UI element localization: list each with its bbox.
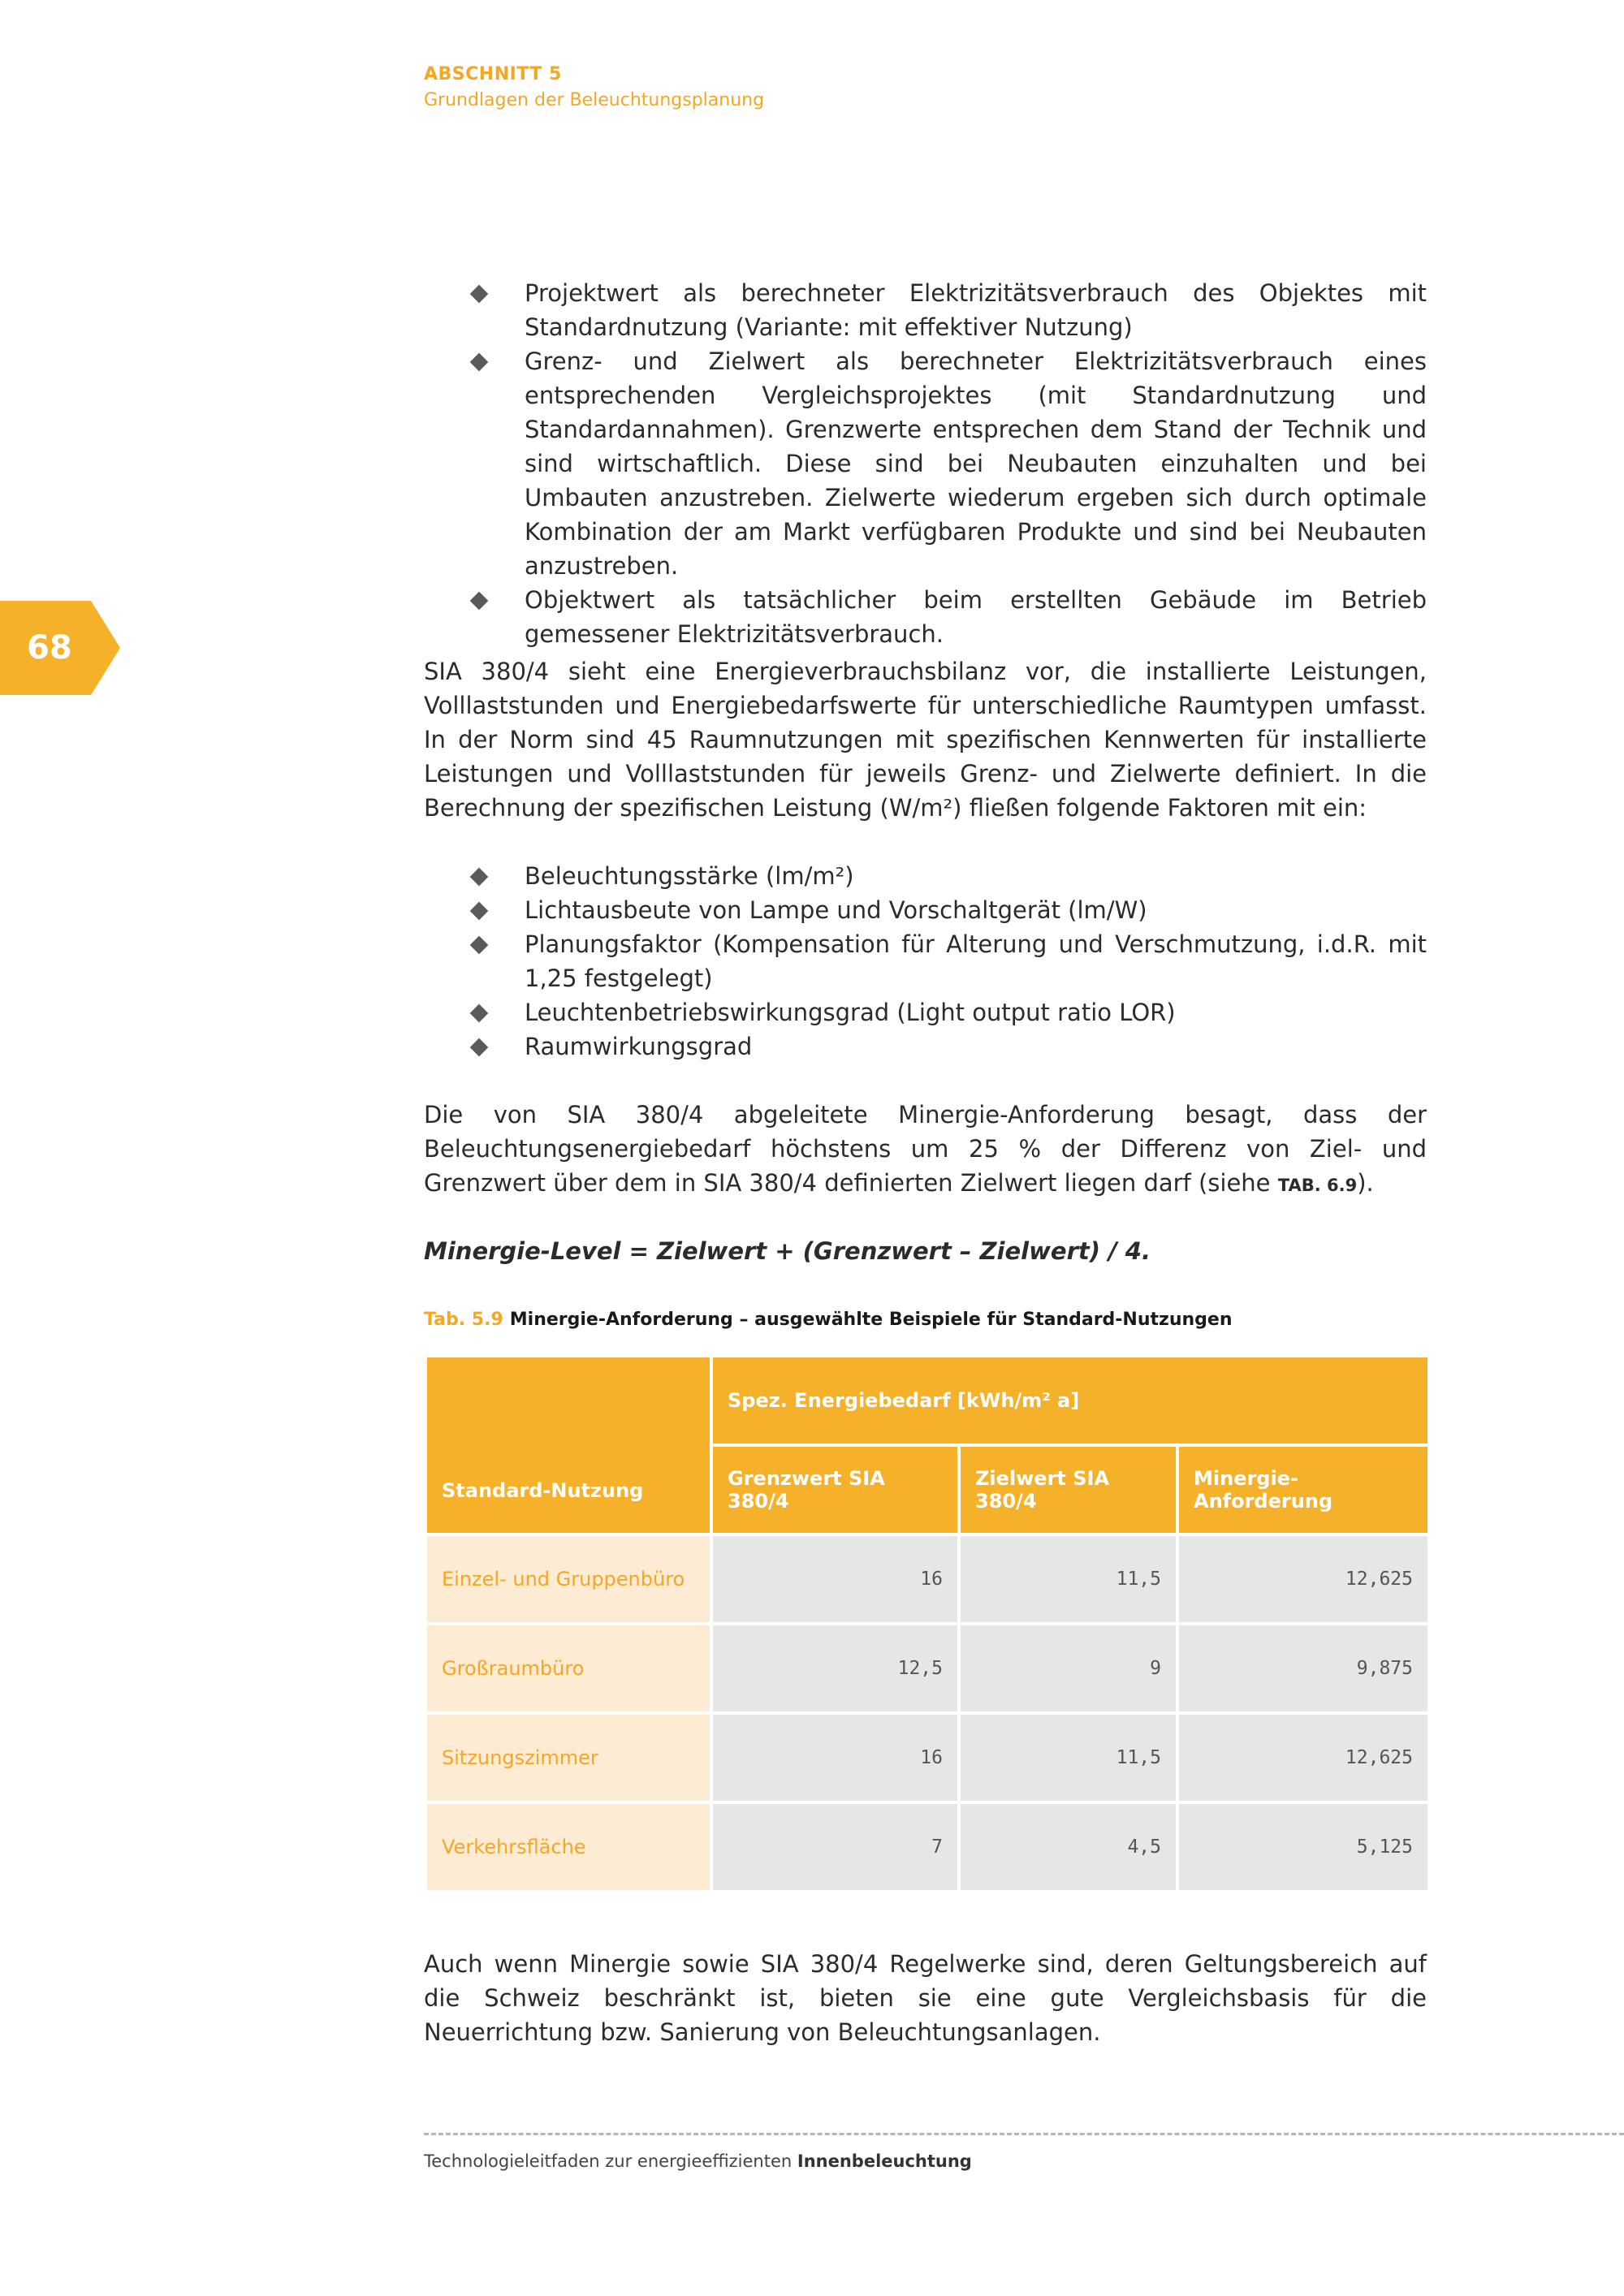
list-item: Planungsfaktor (Kompensation für Alterung und Verschmutzung, i.d.R. mit 1,25 festgelegt) bbox=[424, 927, 1427, 995]
zielwert-value: 11,5 bbox=[959, 1534, 1177, 1624]
footer-divider bbox=[424, 2133, 1624, 2135]
minergie-table bbox=[424, 1354, 1431, 1893]
paragraph-sia: SIA 380/4 sieht eine Energieverbrauchsbilanz vor, die installierte Leistungen, Volllaststunden und Energiebedarfswerte für unterschiedliche Raumtypen umfasst. In der Norm sind 45 Raumnutzungen mit spezifischen Kennwerten für installierte Leistungen und Volllaststunden für jeweils Grenz- und Zielwerte definiert. In die Berechnung der spezifischen Leistung (W/m²) fließen folgende Faktoren mit ein: bbox=[424, 658, 1427, 822]
table-row bbox=[425, 1534, 1429, 1624]
group-header: Spez. Energiebedarf [kWh/m² a] bbox=[711, 1356, 1429, 1445]
footer-text: Technologieleitfaden zur energieeffizienten bbox=[424, 2151, 793, 2171]
diamond-bullet-icon bbox=[470, 285, 489, 304]
list-item: Raumwirkungsgrad bbox=[424, 1029, 1427, 1064]
list-item: Objektwert als tatsächlicher beim erstellten Gebäude im Betrieb gemessener Elektrizitätsverbrauch. bbox=[424, 583, 1427, 651]
grenzwert-value: 16 bbox=[711, 1713, 959, 1802]
grenzwert-value: 12,5 bbox=[711, 1624, 959, 1713]
grenzwert-value: 7 bbox=[711, 1802, 959, 1892]
page-number-tab bbox=[0, 601, 120, 695]
row-name: Einzel- und Gruppenbüro bbox=[425, 1534, 711, 1624]
page-number: 68 bbox=[27, 629, 72, 667]
column-header-nutzung: Standard-Nutzung bbox=[425, 1356, 711, 1534]
zielwert-value: 11,5 bbox=[959, 1713, 1177, 1802]
minergie-value: 5,125 bbox=[1177, 1802, 1429, 1892]
bullet-list-factors bbox=[424, 859, 1427, 1064]
table-caption bbox=[424, 1307, 1233, 1333]
table-header-row bbox=[425, 1356, 1429, 1445]
table-caption-label: Tab. 5.9 bbox=[424, 1310, 503, 1330]
table-reference: TAB. 6.9 bbox=[1277, 1176, 1358, 1195]
diamond-bullet-icon bbox=[470, 936, 489, 955]
paragraph-minergie: Die von SIA 380/4 abgeleitete Minergie-Anforderung besagt, dass der Beleuchtungsenergiebedarf höchstens um 25 % der Differenz von Ziel- und Grenzwert über dem in SIA 380/4 definierten Zielwert liegen darf (siehe TAB. 6.9). bbox=[424, 1101, 1427, 1197]
footer-bold: Innenbeleuchtung bbox=[797, 2151, 972, 2171]
table-row bbox=[425, 1713, 1429, 1802]
list-item: Beleuchtungsstärke (lm/m²) bbox=[424, 859, 1427, 893]
diamond-bullet-icon bbox=[470, 902, 489, 921]
row-name: Verkehrsfläche bbox=[425, 1802, 711, 1892]
diamond-bullet-icon bbox=[470, 353, 489, 372]
row-name: Großraumbüro bbox=[425, 1624, 711, 1713]
grenzwert-value: 16 bbox=[711, 1534, 959, 1624]
list-item: Leuchtenbetriebswirkungsgrad (Light output ratio LOR) bbox=[424, 995, 1427, 1029]
list-item: Grenz- und Zielwert als berechneter Elektrizitätsverbrauch eines entsprechenden Vergleichsprojektes (mit Standardnutzung und Standardannahmen). Grenzwerte entsprechen dem Stand der Technik und sind wirtschaftlich. Diese sind bei Neubauten einzuhalten und bei Umbauten anzustreben. Zielwerte wiederum ergeben sich durch optimale Kombination der am Markt verfügbaren Produkte und sind bei Neubauten anzustreben. bbox=[424, 344, 1427, 583]
paragraph-closing: Auch wenn Minergie sowie SIA 380/4 Regelwerke sind, deren Geltungsbereich auf die Schweiz beschränkt ist, bieten sie eine gute Vergleichsbasis für die Neuerrichtung bzw. Sanierung von Beleuchtungsanlagen. bbox=[424, 1950, 1427, 2046]
row-name: Sitzungszimmer bbox=[425, 1713, 711, 1802]
minergie-value: 9,875 bbox=[1177, 1624, 1429, 1713]
section-subtitle: Grundlagen der Beleuchtungsplanung bbox=[424, 90, 765, 110]
page-header bbox=[424, 62, 764, 114]
list-item: Lichtausbeute von Lampe und Vorschaltgerät (lm/W) bbox=[424, 893, 1427, 927]
column-header-grenzwert: Grenzwert SIA 380/4 bbox=[711, 1445, 959, 1534]
table-caption-text: Minergie-Anforderung – ausgewählte Beispiele für Standard-Nutzungen bbox=[509, 1310, 1233, 1330]
minergie-value: 12,625 bbox=[1177, 1713, 1429, 1802]
table-row bbox=[425, 1802, 1429, 1892]
diamond-bullet-icon bbox=[470, 1004, 489, 1023]
table-row bbox=[425, 1624, 1429, 1713]
list-item: Projektwert als berechneter Elektrizitätsverbrauch des Objektes mit Standardnutzung (Variante: mit effektiver Nutzung) bbox=[424, 276, 1427, 344]
formula: Minergie-Level = Zielwert + (Grenzwert – Zielwert) / 4. bbox=[424, 1237, 1151, 1265]
column-header-minergie: Minergie-Anforderung bbox=[1177, 1445, 1429, 1534]
column-header-zielwert: Zielwert SIA 380/4 bbox=[959, 1445, 1177, 1534]
section-label: ABSCHNITT 5 bbox=[424, 64, 562, 84]
zielwert-value: 9 bbox=[959, 1624, 1177, 1713]
minergie-value: 12,625 bbox=[1177, 1534, 1429, 1624]
page-footer bbox=[424, 2149, 972, 2173]
diamond-bullet-icon bbox=[470, 868, 489, 887]
diamond-bullet-icon bbox=[470, 1038, 489, 1057]
zielwert-value: 4,5 bbox=[959, 1802, 1177, 1892]
diamond-bullet-icon bbox=[470, 592, 489, 611]
bullet-list-top bbox=[424, 276, 1427, 651]
